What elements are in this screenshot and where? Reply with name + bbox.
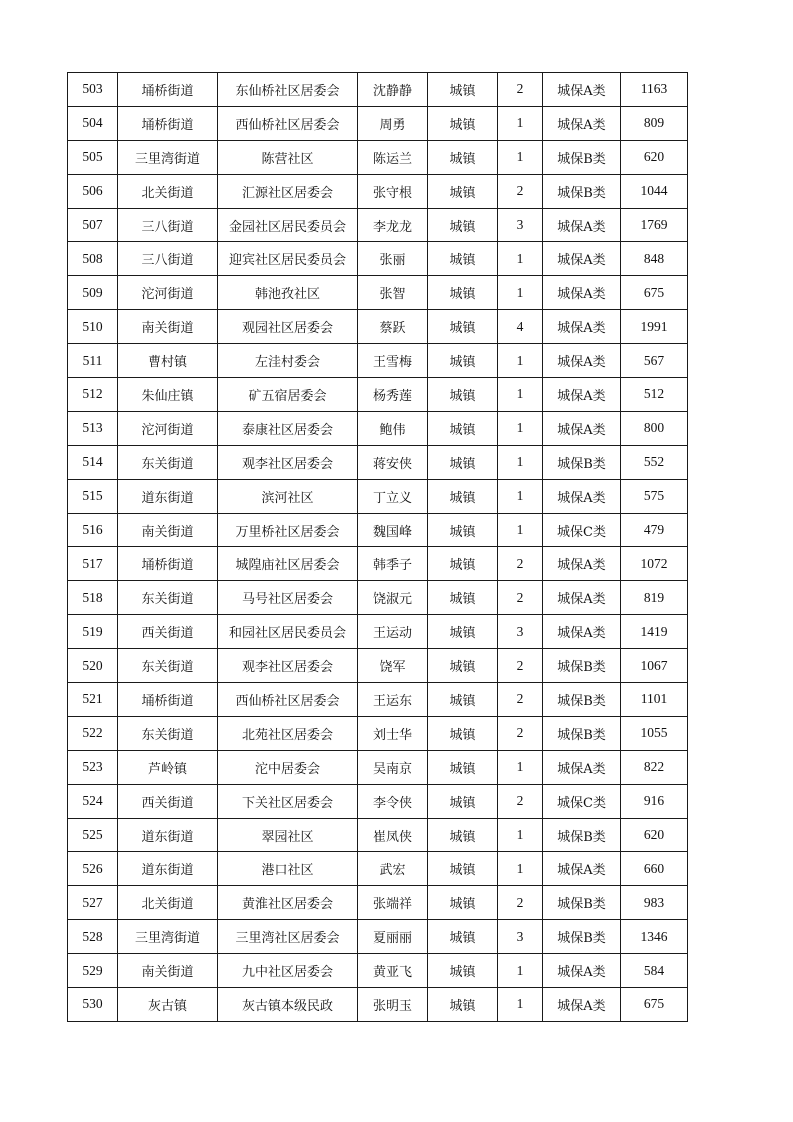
area-type-cell: 城镇 (428, 581, 498, 615)
category-cell: 城保A类 (543, 242, 621, 276)
row-number-cell: 523 (68, 750, 118, 784)
table-row (68, 378, 688, 412)
amount-cell: 1991 (621, 310, 688, 344)
community-cell: 西仙桥社区居委会 (218, 683, 358, 717)
subdistrict-cell: 南关街道 (118, 310, 218, 344)
amount-cell: 1072 (621, 547, 688, 581)
household-size-cell: 2 (498, 683, 543, 717)
area-type-cell: 城镇 (428, 513, 498, 547)
row-number-cell: 507 (68, 208, 118, 242)
subdistrict-cell: 埇桥街道 (118, 683, 218, 717)
category-cell: 城保A类 (543, 208, 621, 242)
table-row (68, 547, 688, 581)
row-number-cell: 509 (68, 276, 118, 310)
table-row (68, 581, 688, 615)
row-number-cell: 524 (68, 784, 118, 818)
area-type-cell: 城镇 (428, 920, 498, 954)
amount-cell: 1067 (621, 649, 688, 683)
name-cell: 李令侠 (358, 784, 428, 818)
table-row (68, 276, 688, 310)
name-cell: 张明玉 (358, 988, 428, 1022)
household-size-cell: 1 (498, 140, 543, 174)
table-row (68, 852, 688, 886)
name-cell: 崔凤侠 (358, 818, 428, 852)
household-size-cell: 1 (498, 344, 543, 378)
community-cell: 北苑社区居委会 (218, 716, 358, 750)
amount-cell: 848 (621, 242, 688, 276)
name-cell: 王运动 (358, 615, 428, 649)
subdistrict-cell: 埇桥街道 (118, 547, 218, 581)
row-number-cell: 519 (68, 615, 118, 649)
area-type-cell: 城镇 (428, 344, 498, 378)
amount-cell: 552 (621, 445, 688, 479)
row-number-cell: 526 (68, 852, 118, 886)
name-cell: 王雪梅 (358, 344, 428, 378)
amount-cell: 620 (621, 818, 688, 852)
category-cell: 城保B类 (543, 920, 621, 954)
row-number-cell: 508 (68, 242, 118, 276)
name-cell: 黄亚飞 (358, 954, 428, 988)
household-size-cell: 2 (498, 174, 543, 208)
name-cell: 张端祥 (358, 886, 428, 920)
table-row (68, 445, 688, 479)
amount-cell: 822 (621, 750, 688, 784)
amount-cell: 584 (621, 954, 688, 988)
community-cell: 下关社区居委会 (218, 784, 358, 818)
subdistrict-cell: 道东街道 (118, 852, 218, 886)
area-type-cell: 城镇 (428, 73, 498, 107)
table-row (68, 683, 688, 717)
subdistrict-cell: 南关街道 (118, 513, 218, 547)
community-cell: 三里湾社区居委会 (218, 920, 358, 954)
amount-cell: 512 (621, 378, 688, 412)
area-type-cell: 城镇 (428, 411, 498, 445)
household-size-cell: 1 (498, 242, 543, 276)
household-size-cell: 1 (498, 818, 543, 852)
row-number-cell: 515 (68, 479, 118, 513)
table-row (68, 954, 688, 988)
household-size-cell: 1 (498, 411, 543, 445)
subdistrict-cell: 东关街道 (118, 581, 218, 615)
name-cell: 陈运兰 (358, 140, 428, 174)
amount-cell: 1055 (621, 716, 688, 750)
name-cell: 韩季子 (358, 547, 428, 581)
name-cell: 丁立义 (358, 479, 428, 513)
household-size-cell: 1 (498, 378, 543, 412)
household-size-cell: 1 (498, 750, 543, 784)
amount-cell: 916 (621, 784, 688, 818)
category-cell: 城保A类 (543, 479, 621, 513)
community-cell: 观李社区居委会 (218, 445, 358, 479)
area-type-cell: 城镇 (428, 954, 498, 988)
name-cell: 张智 (358, 276, 428, 310)
table-row (68, 920, 688, 954)
category-cell: 城保A类 (543, 547, 621, 581)
name-cell: 蔡跃 (358, 310, 428, 344)
area-type-cell: 城镇 (428, 310, 498, 344)
community-cell: 迎宾社区居民委员会 (218, 242, 358, 276)
category-cell: 城保B类 (543, 174, 621, 208)
row-number-cell: 504 (68, 106, 118, 140)
row-number-cell: 510 (68, 310, 118, 344)
area-type-cell: 城镇 (428, 886, 498, 920)
table-row (68, 140, 688, 174)
amount-cell: 620 (621, 140, 688, 174)
area-type-cell: 城镇 (428, 174, 498, 208)
subdistrict-cell: 三八街道 (118, 208, 218, 242)
row-number-cell: 521 (68, 683, 118, 717)
household-size-cell: 1 (498, 852, 543, 886)
amount-cell: 1101 (621, 683, 688, 717)
name-cell: 夏丽丽 (358, 920, 428, 954)
row-number-cell: 511 (68, 344, 118, 378)
subdistrict-cell: 南关街道 (118, 954, 218, 988)
household-size-cell: 1 (498, 479, 543, 513)
area-type-cell: 城镇 (428, 750, 498, 784)
amount-cell: 1044 (621, 174, 688, 208)
name-cell: 鲍伟 (358, 411, 428, 445)
amount-cell: 983 (621, 886, 688, 920)
household-size-cell: 1 (498, 276, 543, 310)
table-row (68, 615, 688, 649)
household-size-cell: 1 (498, 954, 543, 988)
household-size-cell: 1 (498, 106, 543, 140)
subdistrict-cell: 道东街道 (118, 479, 218, 513)
table-row (68, 73, 688, 107)
area-type-cell: 城镇 (428, 784, 498, 818)
amount-cell: 1163 (621, 73, 688, 107)
category-cell: 城保B类 (543, 445, 621, 479)
household-size-cell: 3 (498, 615, 543, 649)
table-row (68, 818, 688, 852)
area-type-cell: 城镇 (428, 716, 498, 750)
row-number-cell: 505 (68, 140, 118, 174)
row-number-cell: 506 (68, 174, 118, 208)
community-cell: 翠园社区 (218, 818, 358, 852)
category-cell: 城保A类 (543, 750, 621, 784)
amount-cell: 809 (621, 106, 688, 140)
subdistrict-cell: 灰古镇 (118, 988, 218, 1022)
community-cell: 观园社区居委会 (218, 310, 358, 344)
area-type-cell: 城镇 (428, 649, 498, 683)
household-size-cell: 2 (498, 649, 543, 683)
household-size-cell: 1 (498, 445, 543, 479)
household-size-cell: 1 (498, 988, 543, 1022)
area-type-cell: 城镇 (428, 242, 498, 276)
subdistrict-cell: 埇桥街道 (118, 73, 218, 107)
area-type-cell: 城镇 (428, 852, 498, 886)
community-cell: 九中社区居委会 (218, 954, 358, 988)
amount-cell: 675 (621, 276, 688, 310)
household-size-cell: 3 (498, 920, 543, 954)
amount-cell: 1419 (621, 615, 688, 649)
community-cell: 港口社区 (218, 852, 358, 886)
table-row (68, 716, 688, 750)
category-cell: 城保A类 (543, 988, 621, 1022)
category-cell: 城保A类 (543, 954, 621, 988)
category-cell: 城保A类 (543, 411, 621, 445)
community-cell: 左洼村委会 (218, 344, 358, 378)
name-cell: 吴南京 (358, 750, 428, 784)
name-cell: 沈静静 (358, 73, 428, 107)
household-size-cell: 2 (498, 886, 543, 920)
community-cell: 韩池孜社区 (218, 276, 358, 310)
table-row (68, 106, 688, 140)
amount-cell: 675 (621, 988, 688, 1022)
community-cell: 陈营社区 (218, 140, 358, 174)
row-number-cell: 528 (68, 920, 118, 954)
subdistrict-cell: 东关街道 (118, 649, 218, 683)
area-type-cell: 城镇 (428, 106, 498, 140)
row-number-cell: 516 (68, 513, 118, 547)
community-cell: 沱中居委会 (218, 750, 358, 784)
subdistrict-cell: 三里湾街道 (118, 920, 218, 954)
category-cell: 城保B类 (543, 683, 621, 717)
community-cell: 和园社区居民委员会 (218, 615, 358, 649)
subdistrict-cell: 西关街道 (118, 784, 218, 818)
table-row (68, 649, 688, 683)
table-row (68, 174, 688, 208)
table-row (68, 784, 688, 818)
subdistrict-cell: 曹村镇 (118, 344, 218, 378)
name-cell: 张守根 (358, 174, 428, 208)
row-number-cell: 529 (68, 954, 118, 988)
subdistrict-cell: 芦岭镇 (118, 750, 218, 784)
roster-table (67, 72, 688, 1022)
name-cell: 周勇 (358, 106, 428, 140)
category-cell: 城保A类 (543, 615, 621, 649)
area-type-cell: 城镇 (428, 615, 498, 649)
category-cell: 城保A类 (543, 344, 621, 378)
area-type-cell: 城镇 (428, 479, 498, 513)
community-cell: 观李社区居委会 (218, 649, 358, 683)
community-cell: 灰古镇本级民政 (218, 988, 358, 1022)
amount-cell: 660 (621, 852, 688, 886)
community-cell: 西仙桥社区居委会 (218, 106, 358, 140)
row-number-cell: 530 (68, 988, 118, 1022)
household-size-cell: 2 (498, 784, 543, 818)
household-size-cell: 2 (498, 581, 543, 615)
subdistrict-cell: 道东街道 (118, 818, 218, 852)
name-cell: 蒋安侠 (358, 445, 428, 479)
roster-table-body (68, 73, 688, 1022)
category-cell: 城保A类 (543, 852, 621, 886)
area-type-cell: 城镇 (428, 378, 498, 412)
name-cell: 杨秀莲 (358, 378, 428, 412)
category-cell: 城保A类 (543, 378, 621, 412)
category-cell: 城保C类 (543, 513, 621, 547)
household-size-cell: 4 (498, 310, 543, 344)
table-row (68, 344, 688, 378)
subdistrict-cell: 北关街道 (118, 174, 218, 208)
subdistrict-cell: 东关街道 (118, 445, 218, 479)
subdistrict-cell: 西关街道 (118, 615, 218, 649)
row-number-cell: 503 (68, 73, 118, 107)
category-cell: 城保C类 (543, 784, 621, 818)
table-row (68, 310, 688, 344)
community-cell: 滨河社区 (218, 479, 358, 513)
subdistrict-cell: 朱仙庄镇 (118, 378, 218, 412)
name-cell: 魏国峰 (358, 513, 428, 547)
category-cell: 城保B类 (543, 818, 621, 852)
subdistrict-cell: 三八街道 (118, 242, 218, 276)
area-type-cell: 城镇 (428, 818, 498, 852)
table-row (68, 750, 688, 784)
subdistrict-cell: 沱河街道 (118, 276, 218, 310)
category-cell: 城保A类 (543, 276, 621, 310)
category-cell: 城保A类 (543, 310, 621, 344)
row-number-cell: 522 (68, 716, 118, 750)
row-number-cell: 520 (68, 649, 118, 683)
table-row (68, 513, 688, 547)
area-type-cell: 城镇 (428, 140, 498, 174)
community-cell: 城隍庙社区居委会 (218, 547, 358, 581)
name-cell: 武宏 (358, 852, 428, 886)
household-size-cell: 2 (498, 716, 543, 750)
area-type-cell: 城镇 (428, 683, 498, 717)
subdistrict-cell: 沱河街道 (118, 411, 218, 445)
community-cell: 矿五宿居委会 (218, 378, 358, 412)
amount-cell: 819 (621, 581, 688, 615)
community-cell: 泰康社区居委会 (218, 411, 358, 445)
name-cell: 饶淑元 (358, 581, 428, 615)
category-cell: 城保B类 (543, 140, 621, 174)
community-cell: 汇源社区居委会 (218, 174, 358, 208)
category-cell: 城保A类 (543, 106, 621, 140)
category-cell: 城保B类 (543, 716, 621, 750)
row-number-cell: 512 (68, 378, 118, 412)
name-cell: 刘士华 (358, 716, 428, 750)
amount-cell: 567 (621, 344, 688, 378)
row-number-cell: 513 (68, 411, 118, 445)
community-cell: 金园社区居民委员会 (218, 208, 358, 242)
community-cell: 东仙桥社区居委会 (218, 73, 358, 107)
area-type-cell: 城镇 (428, 276, 498, 310)
row-number-cell: 514 (68, 445, 118, 479)
row-number-cell: 518 (68, 581, 118, 615)
table-row (68, 988, 688, 1022)
amount-cell: 479 (621, 513, 688, 547)
name-cell: 王运东 (358, 683, 428, 717)
area-type-cell: 城镇 (428, 547, 498, 581)
community-cell: 马号社区居委会 (218, 581, 358, 615)
amount-cell: 1769 (621, 208, 688, 242)
category-cell: 城保A类 (543, 73, 621, 107)
table-row (68, 411, 688, 445)
amount-cell: 800 (621, 411, 688, 445)
row-number-cell: 525 (68, 818, 118, 852)
area-type-cell: 城镇 (428, 208, 498, 242)
subdistrict-cell: 东关街道 (118, 716, 218, 750)
household-size-cell: 2 (498, 73, 543, 107)
name-cell: 李龙龙 (358, 208, 428, 242)
community-cell: 黄淮社区居委会 (218, 886, 358, 920)
category-cell: 城保A类 (543, 581, 621, 615)
row-number-cell: 517 (68, 547, 118, 581)
table-row (68, 208, 688, 242)
table-row (68, 479, 688, 513)
row-number-cell: 527 (68, 886, 118, 920)
name-cell: 饶军 (358, 649, 428, 683)
subdistrict-cell: 埇桥街道 (118, 106, 218, 140)
community-cell: 万里桥社区居委会 (218, 513, 358, 547)
amount-cell: 1346 (621, 920, 688, 954)
table-row (68, 886, 688, 920)
subdistrict-cell: 北关街道 (118, 886, 218, 920)
table-row (68, 242, 688, 276)
subdistrict-cell: 三里湾街道 (118, 140, 218, 174)
area-type-cell: 城镇 (428, 445, 498, 479)
household-size-cell: 1 (498, 513, 543, 547)
amount-cell: 575 (621, 479, 688, 513)
household-size-cell: 2 (498, 547, 543, 581)
area-type-cell: 城镇 (428, 988, 498, 1022)
household-size-cell: 3 (498, 208, 543, 242)
category-cell: 城保B类 (543, 649, 621, 683)
name-cell: 张丽 (358, 242, 428, 276)
category-cell: 城保B类 (543, 886, 621, 920)
